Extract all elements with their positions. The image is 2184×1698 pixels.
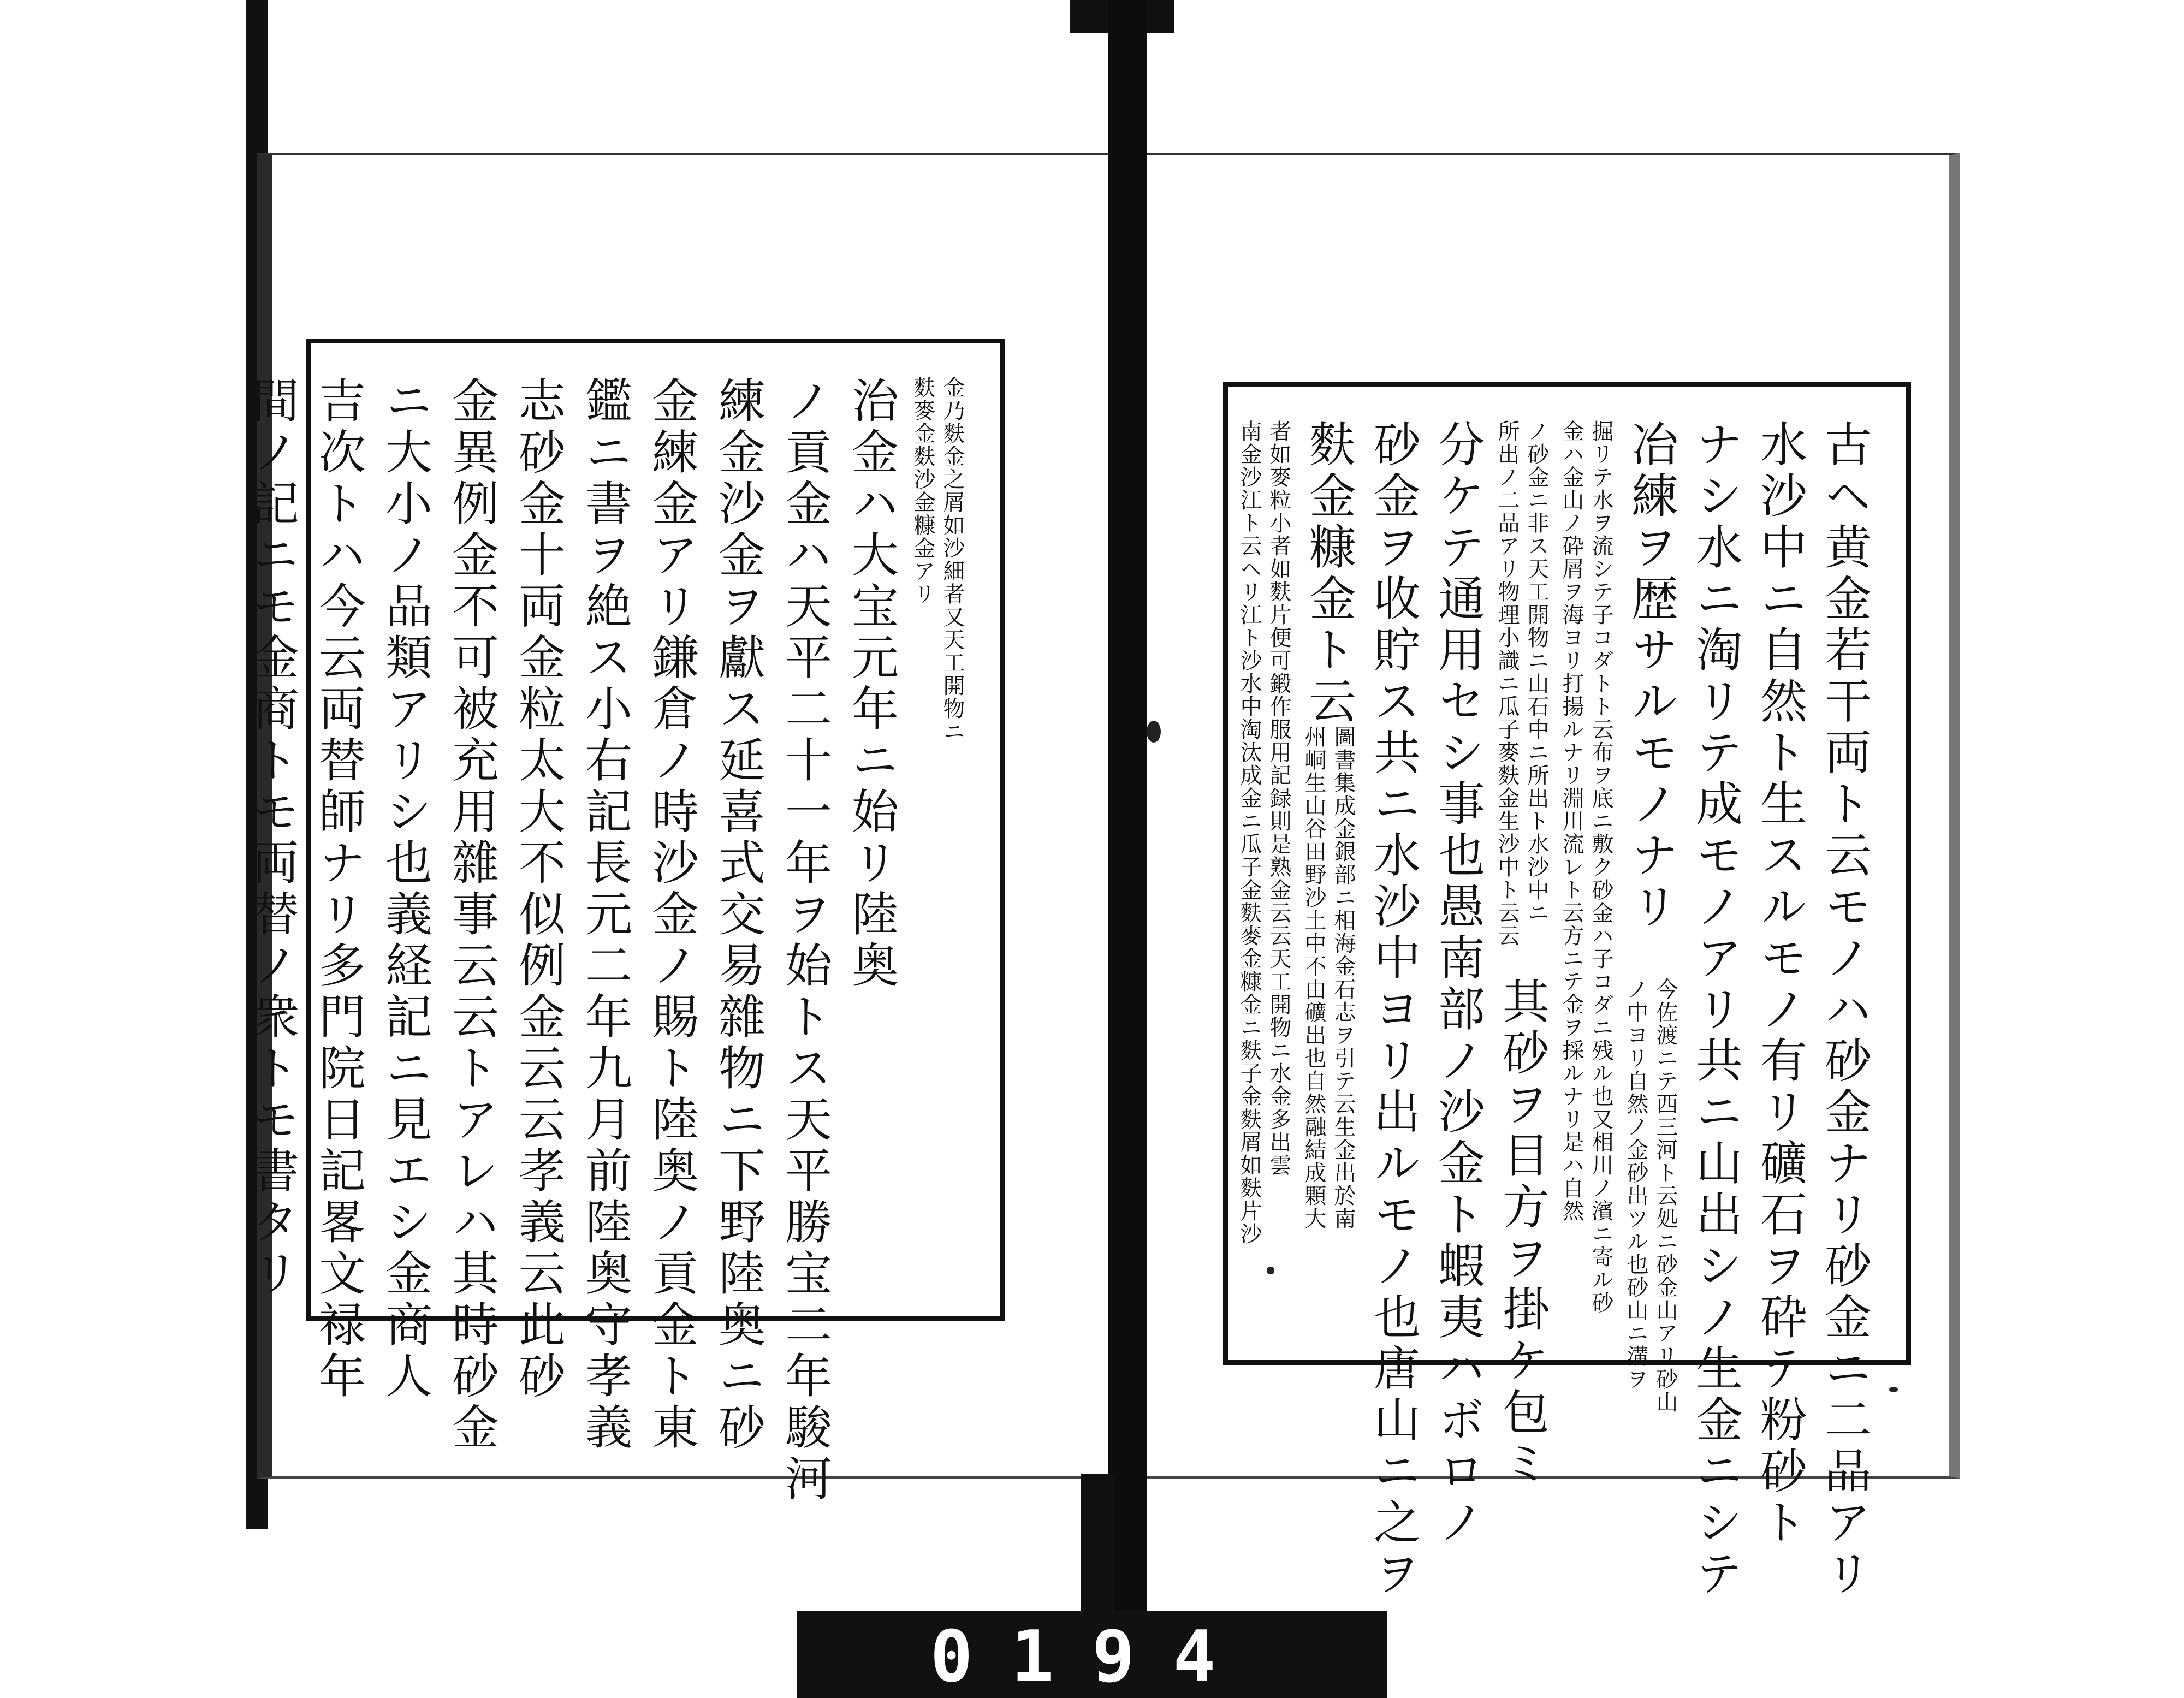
right-column-6: 砂金ヲ收貯ス共ニ水沙中ヨリ出ルモノ也唐山ニ之ヲ [1366, 420, 1420, 1600]
left-note-2: 麩麥金麩沙金糠金アリ [910, 376, 935, 605]
right-note-pair-1 [1621, 978, 1680, 1414]
right-column-4-stack [1621, 420, 1680, 1414]
right-note-5: ノ砂金ニ非ス天工開物ニ山石中ニ所出ト水沙中ニ [1524, 420, 1549, 924]
right-note-11: 南金沙江ト云ヘリ江ト沙水中淘汰成金ニ瓜子金麩麥金糠金ニ麩子金麩屑如麩片沙 [1237, 420, 1262, 1245]
left-columns [244, 376, 967, 1505]
right-column-7-group [1299, 420, 1358, 1333]
right-note-3: 掘リテ水ヲ流シテ子コダトト云布ヲ底ニ敷ク砂金ハ子コダニ残ル也又相川ノ濱ニ寄ル砂 [1588, 420, 1613, 1314]
book-stand [1081, 1474, 1114, 1616]
scan-speck [1147, 721, 1161, 743]
left-text-frame [244, 339, 1005, 1505]
right-note-inline-main: 其砂ヲ目方ヲ掛ケ包ミ [1494, 977, 1549, 1490]
right-note-block-2 [1557, 420, 1616, 1333]
scan-number-label [797, 1611, 1387, 1698]
right-column-2: 水沙中ニ自然ト生スルモノ有リ礦石ヲ砕テ粉砂ト [1752, 420, 1807, 1549]
left-column-4: 金練金アリ鎌倉ノ時沙金ノ賜ト陸奥ノ貢金ト東 [644, 376, 698, 1454]
right-note-column-group [1492, 420, 1551, 1490]
left-first-column [908, 376, 967, 1289]
left-note-1: 金乃麩金之屑如沙細者又天工開物ニ [940, 376, 965, 743]
right-note-pair-4 [1299, 726, 1358, 1337]
right-column-7: 麩金糠金ト云 [1301, 420, 1356, 728]
right-note-6: 所出ノ二品アリ物理小識ニ瓜子麥麩金生沙中ト云云 [1494, 420, 1520, 947]
left-column-2: ノ貢金ハ天平二十一年ヲ始トス天平勝宝二年駿河 [777, 376, 832, 1505]
scan-speck [1889, 1387, 1898, 1392]
right-note-2: ノ中ヨリ自然ノ金砂出ツル也砂山ニ溝ヲ [1623, 978, 1648, 1391]
left-column-10: 間ノ記ニモ金商トモ両替ノ衆トモ書タリ [244, 376, 299, 1300]
left-column-7: 金異例金不可被充用雜事云云トアレハ其時砂金 [444, 376, 498, 1454]
left-annotation-pair [908, 376, 967, 1289]
right-note-pair-3 [1492, 420, 1551, 977]
right-note-stack [1492, 420, 1551, 1490]
right-text-frame [1223, 382, 1911, 1600]
scan-speck [1267, 1267, 1274, 1274]
left-column-6: 志砂金十両金粒太大不似例金云云孝義云此砂 [511, 376, 565, 1403]
right-note-8: 圖書集成金銀部ニ相海金石志ヲ引テ云生金出於南 [1331, 726, 1356, 1230]
left-column-1: 治金ハ大宝元年ニ始リ陸奥 [844, 376, 898, 992]
right-note-block-last [1235, 420, 1293, 1333]
left-column-5: 鑑ニ書ヲ絶ス小右記長元二年九月前陸奥守孝義 [577, 376, 632, 1454]
right-column-7-stack [1299, 420, 1358, 1333]
left-column-9: 吉次トハ今云両替師ナリ多門院日記畧文禄年 [311, 376, 365, 1403]
right-note-9: 州峒生山谷田野沙土中不由礦出也自然融結成顆大 [1301, 726, 1326, 1230]
left-column-8: ニ大小ノ品類アリシ也義経記ニ見エシ金商人 [377, 376, 432, 1403]
right-note-10: 者如麥粒小者如麩片便可鍛作服用記録則是熟金云云天工開物ニ水金多出雲 [1266, 420, 1291, 1177]
right-note-4: 金ハ金山ノ砕屑ヲ海ヨリ打揚ルナリ淵川流レト云方ニテ金ヲ採ルナリ是ハ自然 [1559, 420, 1584, 1222]
scan-number-text: 0194 [930, 1615, 1254, 1698]
right-note-1: 今佐渡ニテ西三河ト云処ニ砂金山アリ砂山 [1653, 978, 1678, 1414]
left-column-3: 練金沙金ヲ獻ス延喜式交易雜物ニ下野陸奥ニ砂 [710, 376, 765, 1454]
right-column-4-group [1621, 420, 1680, 1414]
right-column-4: 冶練ヲ歴サルモノナリ [1623, 420, 1678, 933]
right-columns [1237, 420, 1873, 1600]
right-column-1: 古ヘ黄金若干両ト云モノハ砂金ナリ砂金ニ二品アリ [1817, 420, 1871, 1600]
right-column-3: ナシ水ニ淘リテ成モノアリ共ニ山出シノ生金ニシテ [1688, 420, 1742, 1600]
book-gutter [1108, 0, 1147, 1611]
right-column-5: 分ケテ通用セシ事也愚南部ノ沙金ト蝦夷ハボロノ [1430, 420, 1485, 1549]
